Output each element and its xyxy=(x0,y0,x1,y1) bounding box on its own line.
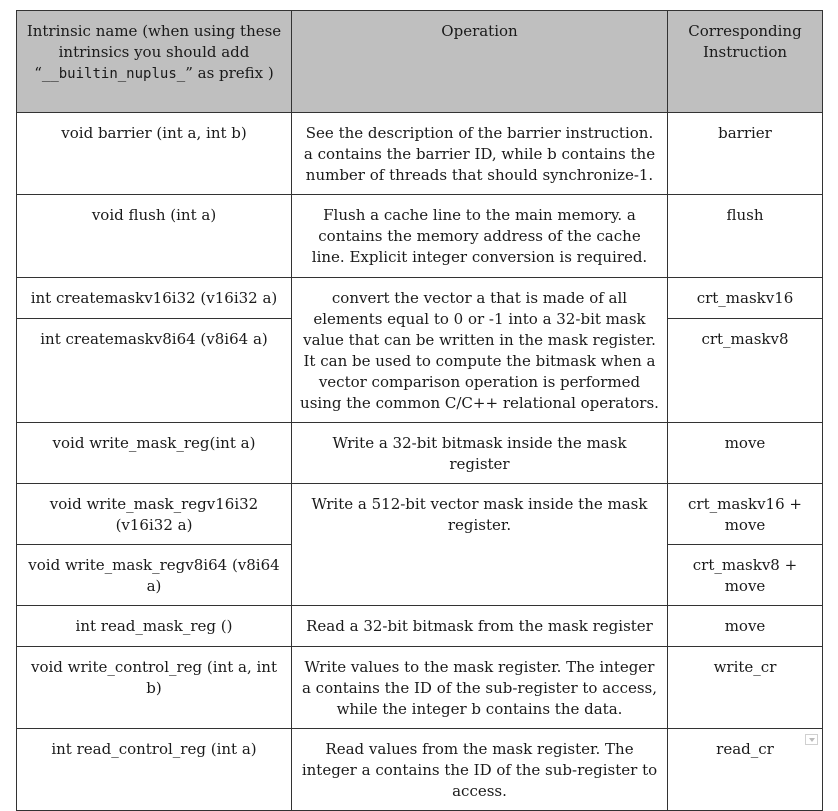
instruction-cell: move xyxy=(668,423,823,484)
table-row xyxy=(17,113,823,195)
table-row xyxy=(17,647,823,729)
header-operation: Operation xyxy=(292,11,668,113)
table-row xyxy=(17,278,823,319)
intrinsics-table xyxy=(16,10,823,811)
instruction-text: read_cr xyxy=(716,740,774,758)
operation-cell: Write values to the mask register. The integer a contains the ID of the sub-register to access, while the integer b contains the data. xyxy=(292,647,668,729)
intrinsic-name: int createmaskv8i64 (v8i64 a) xyxy=(17,319,292,423)
prefix-code: __builtin_nuplus_ xyxy=(41,66,186,82)
intrinsic-name: void barrier (int a, int b) xyxy=(17,113,292,195)
operation-cell: convert the vector a that is made of all elements equal to 0 or -1 into a 32-bit mask value that can be written in the mask register. It can be used to compute the bitmask when a vector comparison operation is performed using the common C/C++ relational operators. xyxy=(292,278,668,423)
instruction-cell: crt_maskv8 xyxy=(668,319,823,423)
instruction-cell: crt_maskv16 + move xyxy=(668,484,823,545)
intrinsic-name: int read_control_reg (int a) xyxy=(17,729,292,811)
intrinsic-name: void write_mask_regv8i64 (v8i64 a) xyxy=(17,545,292,606)
instruction-cell: move xyxy=(668,606,823,647)
intrinsic-name: void write_mask_regv16i32 (v16i32 a) xyxy=(17,484,292,545)
table-row xyxy=(17,729,823,811)
table-header-row xyxy=(17,11,823,113)
operation-cell: Flush a cache line to the main memory. a contains the memory address of the cache line. Explicit integer conversion is required. xyxy=(292,195,668,278)
instruction-cell: crt_maskv8 + move xyxy=(668,545,823,606)
intrinsic-name: int read_mask_reg () xyxy=(17,606,292,647)
intrinsic-name: void write_mask_reg(int a) xyxy=(17,423,292,484)
table-row xyxy=(17,606,823,647)
operation-cell: Read a 32-bit bitmask from the mask register xyxy=(292,606,668,647)
instruction-cell: barrier xyxy=(668,113,823,195)
operation-cell: See the description of the barrier instruction. a contains the barrier ID, while b contains the number of threads that should synchronize-1. xyxy=(292,113,668,195)
intrinsic-name: int createmaskv16i32 (v16i32 a) xyxy=(17,278,292,319)
instruction-cell: crt_maskv16 xyxy=(668,278,823,319)
intrinsic-name: void flush (int a) xyxy=(17,195,292,278)
table-row xyxy=(17,484,823,545)
instruction-cell xyxy=(668,729,823,811)
instruction-cell: flush xyxy=(668,195,823,278)
instruction-cell: write_cr xyxy=(668,647,823,729)
table-row xyxy=(17,195,823,278)
header-instruction: Corresponding Instruction xyxy=(668,11,823,113)
table-row xyxy=(17,423,823,484)
intrinsic-name: void write_control_reg (int a, int b) xyxy=(17,647,292,729)
operation-cell: Write a 32-bit bitmask inside the mask register xyxy=(292,423,668,484)
header-intrinsic-name: Intrinsic name (when using these intrinsics you should add “__builtin_nuplus_” as prefix ) xyxy=(17,11,292,113)
chevron-down-icon[interactable] xyxy=(805,734,818,745)
operation-cell: Write a 512-bit vector mask inside the mask register. xyxy=(292,484,668,606)
operation-cell: Read values from the mask register. The integer a contains the ID of the sub-register to access. xyxy=(292,729,668,811)
